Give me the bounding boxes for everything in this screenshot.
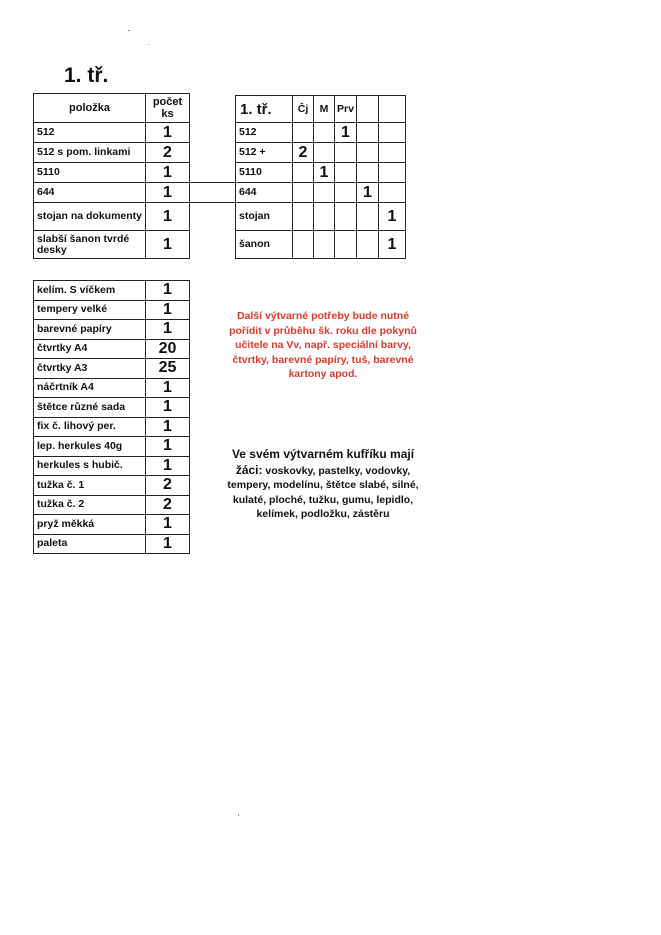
value-cell [357, 231, 379, 259]
value-cell [293, 183, 314, 203]
value-cell: 1 [357, 183, 379, 203]
table-row [34, 143, 190, 163]
table-row [34, 339, 190, 359]
value-cell: 1 [379, 203, 406, 231]
value-cell [357, 203, 379, 231]
qty-cell: 1 [146, 231, 190, 259]
item-cell: čtvrtky A3 [34, 359, 146, 379]
table-row [236, 231, 406, 259]
column-header-class: 1. tř. [236, 96, 293, 123]
item-cell: slabší šanon tvrdé desky [34, 231, 146, 259]
value-cell [335, 203, 357, 231]
value-cell: 2 [293, 143, 314, 163]
value-cell [335, 163, 357, 183]
item-cell: 512 [34, 123, 146, 143]
supplies-table [33, 93, 190, 259]
item-cell: herkules s hubič. [34, 456, 146, 476]
qty-cell: 1 [146, 123, 190, 143]
qty-cell: 1 [146, 203, 190, 231]
qty-cell: 1 [146, 515, 190, 535]
value-cell [357, 143, 379, 163]
table-row [236, 203, 406, 231]
table-row [34, 456, 190, 476]
item-cell: 644 [236, 183, 293, 203]
item-cell: lep. herkules 40g [34, 437, 146, 457]
item-cell: šanon [236, 231, 293, 259]
value-cell [357, 123, 379, 143]
table-row [236, 123, 406, 143]
value-cell [357, 163, 379, 183]
table-row [34, 163, 190, 183]
connector-line [190, 182, 235, 183]
value-cell: 1 [335, 123, 357, 143]
value-cell [293, 231, 314, 259]
qty-cell: 1 [146, 398, 190, 418]
value-cell: 1 [314, 163, 335, 183]
table-row [236, 163, 406, 183]
column-header-prv: Prv [335, 96, 357, 123]
table-row [34, 203, 190, 231]
table-row [34, 476, 190, 496]
subject-table [235, 95, 406, 259]
table-header-row [34, 94, 190, 123]
column-header-empty [379, 96, 406, 123]
item-cell: tužka č. 1 [34, 476, 146, 496]
table-row [34, 183, 190, 203]
qty-cell: 2 [146, 476, 190, 496]
item-cell: stojan na dokumenty [34, 203, 146, 231]
additional-supplies-note: Další výtvarné potřeby bude nutné pořídit v průběhu šk. roku dle pokynů učitele na Vv, např. speciální barvy, čtvrtky, barevné papíry, tuš, barevné kartony apod. [229, 310, 417, 380]
table-row [34, 281, 190, 301]
column-header-count: počet ks [146, 94, 190, 123]
value-cell [293, 163, 314, 183]
table-row [34, 515, 190, 535]
qty-cell: 1 [146, 300, 190, 320]
item-cell: barevné papíry [34, 320, 146, 340]
art-case-note-lead: Ve svém výtvarném kufříku mají žáci: [231, 447, 415, 477]
item-cell: 5110 [236, 163, 293, 183]
table-row [34, 495, 190, 515]
value-cell [314, 231, 335, 259]
qty-cell: 1 [146, 417, 190, 437]
page-heading: 1. tř. [64, 64, 109, 87]
column-header-cj: Čj [293, 96, 314, 123]
value-cell [314, 123, 335, 143]
qty-cell: 25 [146, 359, 190, 379]
art-supplies-table [33, 280, 190, 554]
art-case-note [222, 447, 424, 522]
table-header-row [236, 96, 406, 123]
table-row [34, 320, 190, 340]
connector-line [190, 202, 235, 203]
item-cell: tempery velké [34, 300, 146, 320]
qty-cell: 20 [146, 339, 190, 359]
qty-cell: 1 [146, 281, 190, 301]
column-header-m: M [314, 96, 335, 123]
value-cell [335, 183, 357, 203]
item-cell: 512 [236, 123, 293, 143]
qty-cell: 1 [146, 534, 190, 554]
item-cell: pryž měkká [34, 515, 146, 535]
qty-cell: 1 [146, 437, 190, 457]
value-cell: 1 [379, 231, 406, 259]
value-cell [379, 163, 406, 183]
item-cell: 512 s pom. linkami [34, 143, 146, 163]
qty-cell: 1 [146, 163, 190, 183]
table-row [34, 300, 190, 320]
value-cell [314, 203, 335, 231]
table-row [34, 417, 190, 437]
qty-cell: 1 [146, 378, 190, 398]
item-cell: paleta [34, 534, 146, 554]
column-header-item: položka [34, 94, 146, 123]
item-cell: tužka č. 2 [34, 495, 146, 515]
item-cell: kelím. S víčkem [34, 281, 146, 301]
qty-cell: 1 [146, 456, 190, 476]
item-cell: 512 + [236, 143, 293, 163]
value-cell [314, 143, 335, 163]
item-cell: fix č. lihový per. [34, 417, 146, 437]
value-cell [335, 143, 357, 163]
table-row [34, 534, 190, 554]
table-row [34, 123, 190, 143]
qty-cell: 1 [146, 320, 190, 340]
value-cell [314, 183, 335, 203]
table-row [34, 398, 190, 418]
value-cell [293, 203, 314, 231]
item-cell: stojan [236, 203, 293, 231]
item-cell: štětce různé sada [34, 398, 146, 418]
item-cell: čtvrtky A4 [34, 339, 146, 359]
qty-cell: 1 [146, 183, 190, 203]
qty-cell: 2 [146, 143, 190, 163]
item-cell: 5110 [34, 163, 146, 183]
art-case-note-list: voskovky, pastelky, vodovky, tempery, modelínu, štětce slabé, silné, kulaté, ploché, tužku, gumu, lepidlo, kelímek, podložku, zástěru [227, 464, 419, 520]
value-cell [293, 123, 314, 143]
column-header-empty [357, 96, 379, 123]
table-row [236, 183, 406, 203]
item-cell: náčrtník A4 [34, 378, 146, 398]
table-row [34, 359, 190, 379]
item-cell: 644 [34, 183, 146, 203]
value-cell [335, 231, 357, 259]
table-row [34, 231, 190, 259]
table-row [34, 378, 190, 398]
table-row [34, 437, 190, 457]
qty-cell: 2 [146, 495, 190, 515]
table-row [236, 143, 406, 163]
value-cell [379, 123, 406, 143]
value-cell [379, 183, 406, 203]
value-cell [379, 143, 406, 163]
